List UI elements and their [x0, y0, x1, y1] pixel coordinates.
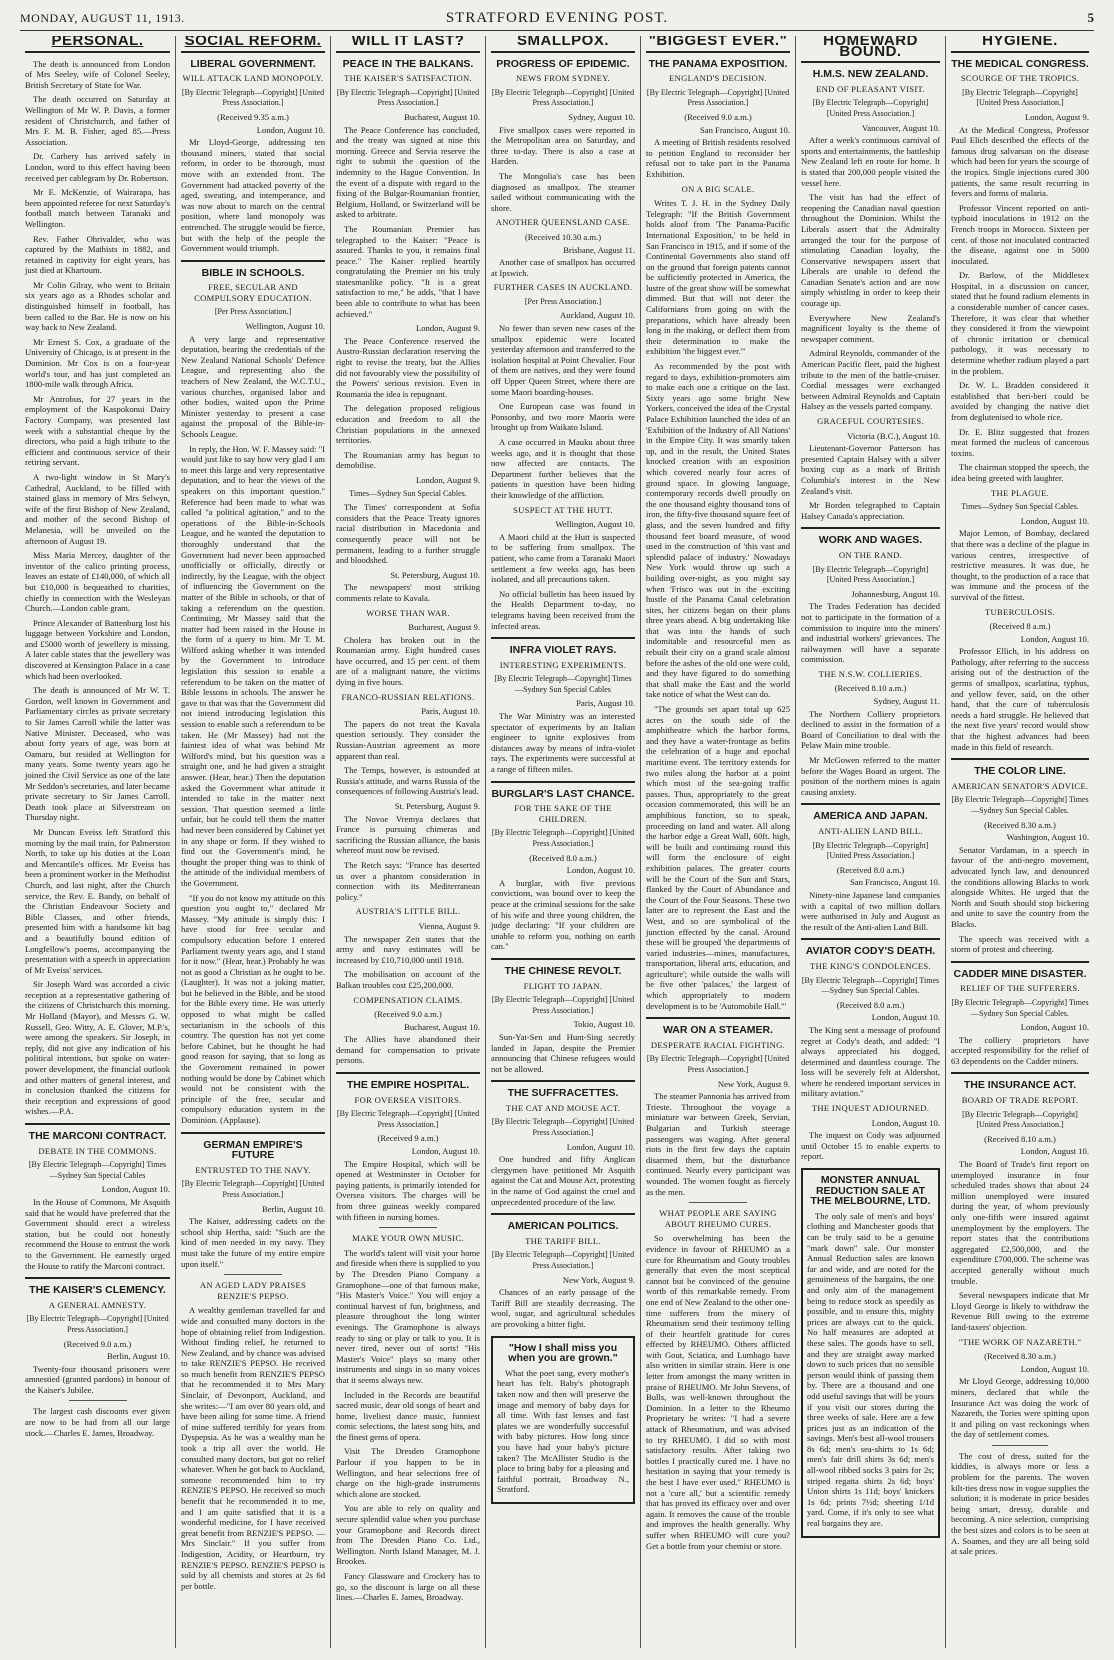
paragraph: Another case of smallpox has occurred at Ipswich. — [491, 257, 635, 278]
dateline: Tokio, August 10. — [573, 1019, 635, 1030]
dateline: London, August 10. — [1020, 633, 1089, 644]
received-time: (Received 9 a.m.) — [377, 1133, 439, 1144]
article-subheading: THE KAISER'S SATISFACTION. — [344, 73, 472, 84]
dateline: London, August 10. — [101, 1184, 170, 1195]
article-headline: THE EMPIRE HOSPITAL. — [336, 1072, 480, 1091]
article-subheading: FURTHER CASES IN AUCKLAND. — [493, 282, 633, 293]
dateline: Victoria (B.C.), August 10. — [847, 430, 940, 441]
article-headline: THE INSURANCE ACT. — [951, 1072, 1089, 1091]
paragraph: In reply, the Hon. W. F. Massey said: "I would just like to say how very glad I am to meet this large and very representative deputation, and to hear the views of the speakers on this important question." Reference had been made to what was called "a political agitation," and to the operations of the Bible-in-Schools League, and he wanted the deputation to thoroughly understand that the Government had never been approached unofficially or officially, directly or indirectly, by the League, with the object of influencing the Government on the matter of the Bible in schools, or that of taking a referendum on the question. Continuing, Mr Massey said that the matter had been raised in the House in the form of a query to him. Mr T. M. Wilford asking whether it was intended by the Government to introduce legislation this session to enable a referendum to be taken on the matter of Bible lessons in schools. The answer he gave to that was that the Government did not intend introducing legislation this session to enable such a referendum to be taken. He (Mr Massey) had not the faintest idea of what was behind Mr Wilford's mind, but his question was a straight one, and he had given a straight answer. (Hear, hear.) Then the deputation asked the Government what attitude it intended to take in the matter next session. That question seemed a little unfair, but he could tell them the matter had never been considered by Cabinet yet in any shape or form. If they wished to find out the Government's mind, he thought the proper thing was to think of the attitude of the individual members of the Government. — [181, 443, 325, 888]
article-headline: WORK AND WAGES. — [801, 527, 940, 546]
advertisement-headline: WHAT PEOPLE ARE SAYING ABOUT RHEUMO CURES. — [659, 1208, 777, 1229]
paragraph: The Times' correspondent at Sofia considers that the Peace Treaty ignores racial distribution in Macedonia and consequently peace will not be permanent, leading to a further struggle and bloodshed. — [336, 502, 480, 566]
dateline: London, August 10. — [1020, 515, 1089, 526]
issue-date: MONDAY, AUGUST 11, 1913. — [20, 11, 185, 25]
column-title: "BIGGEST EVER." — [646, 36, 790, 53]
advertisement: So overwhelming has been the evidence in favour of RHEUMO as a cure for Rheumatism and Gouty troubles generally that even the most sceptical cannot but be convinced of the genuine worth of this remarkable remedy. From one end of New Zealand to the other one-time sufferers from the misery of Rheumatism send their testimony telling of their heartfelt gratitude for cures effected by RHEUMO. Others afflicted with Gout, Sciatica, and Lumbago have also written in similar strain. Here is one letter from amongst the many written in praise of RHEUMO. Mr John Stevens, of Bulls, was well-known throughout the Dominion. In a letter to the Rheumo Proprietary he writes: "I had a severe attack of Rheumatism, and was advised to try RHEUMO. I did so with most satisfactory results. After taking two bottles I practically cured me. I have no hesitation in saying that your remedy is the best I have ever used." RHEUMO is not a 'cure all,' but a scientific remedy that has proved its efficacy over and over again. It removes the cause of the trouble and improves the health generally. Why suffer when RHEUMO will cure you? Get a bottle from your chemist or store. — [646, 1233, 790, 1551]
article-subheading: FREE, SECULAR AND COMPULSORY EDUCATION. — [194, 282, 312, 303]
wire-credit: [By Electric Telegraph—Copyright] [United Press Association.] — [491, 1250, 635, 1270]
wire-credit: [By Electric Telegraph—Copyright] [United Press Association.] — [181, 87, 325, 108]
paragraph: The Trades Federation has decided not to participate in the formation of a commission to inquire into the miners' and industrial workers' grievances. The railwaymen will have a separate commission. — [801, 601, 940, 665]
paragraph: Dr. W. L. Bradden considered it established that beri-beri could be avoided by changing the native diet from deglutenised to whole rice. — [951, 380, 1089, 422]
received-time: (Received 8.0 a.m.) — [836, 999, 905, 1010]
article-headline: AMERICAN POLITICS. — [491, 1213, 635, 1232]
article-headline: THE CHINESE REVOLT. — [491, 958, 635, 977]
paragraph: One European case was found in Ponsonby, and two more Maoris were brought up from Waikato Island. — [491, 401, 635, 433]
paragraph: Twenty-four thousand prisoners were amnestied (granted pardons) in honour of the Kaiser's Jubilee. — [25, 1363, 170, 1395]
column-will-it-last — [330, 36, 485, 1648]
dateline: Berlin, August 10. — [261, 1203, 325, 1214]
paragraph: Dr. E. Blitz suggested that frozen meat formed the nucleus of cancerous toxins. — [951, 426, 1089, 458]
wire-credit: [By Electric Telegraph—Copyright] [United Press Association.] — [812, 98, 929, 118]
article-headline: BIBLE IN SCHOOLS. — [181, 260, 325, 279]
dateline: Wellington, August 10. — [245, 321, 325, 332]
paragraph: The Peace Conference reserved the Austro-Russian declaration reserving the right to revise the treaty, but the Allies did not favourably view the possibility of the Powers' serious revision. Even in Roumania the idea is repugnant. — [336, 335, 480, 399]
paragraph: The Mongolia's case has been diagnosed as smallpox. The steamer sailed without communicating with the shore. — [491, 170, 635, 213]
article-headline: AMERICA AND JAPAN. — [801, 803, 940, 822]
paragraph: The papers do not treat the Kavala question seriously. They consider the Russian-Austrian agreement as more apparent than real. — [336, 718, 480, 761]
advertisement: The only sale of men's and boys' clothing and Manchester goods that can be truly said to be a genuine "mark down" sale. Our monster Annual Reduction sales are known far and wide, and are noted for the genuineness of the bargains, the one and only aim of the management being to reduce stock as speedily as possible, and to ensure this, mighty prices are always cut to the quick. No half measures are adopted at these sales. The goods have to sell, and they are straight away marked down to such prices that no sensible person would think of passing them by. There are a thousand and one odd useful savings that will be yours if you visit our stores during the three weeks of sale. Here are a few prices just as an indication of the savings. Men's best all-wool trousers 8s 6d; men's sea-shirts to 1s 6d; men's fair drill shirts 3s 6d; men's all-wool ribbed socks 3 pairs for 2s; striped regatta shirts 2s 6d; boys' Union shirts 1s 11d; boys' knickers 1s 6d; prints 7½d; sheeting 1/1d yard. Come, if it's only to see what real bargains they are. — [807, 1210, 934, 1529]
article-subheading: FOR THE SAKE OF THE CHILDREN. — [514, 803, 612, 824]
paragraph: Rev. Father Ohrivalder, who was captured by the Mathists in 1882, and retained in captivity for eight years, has just died at Khartoum. — [25, 233, 170, 276]
dateline: Vancouver, August 10. — [862, 122, 940, 133]
paragraph: "If you do not know my attitude on this question you ought to," declared Mr Massey. "My attitude is simply this: I have stood for free secular and compulsory education before I entered Parliament twenty years ago, and I stand for it now." (Hear, hear.) Probably he was not as good a Christian as he ought to be. (Laughter). It was not a joking matter, but he believed in the Bible, and he stood for the Bible every time. He was utterly opposed to what might be called sectarianism in the schools of this country. The question has not yet come before Cabinet, but he thought he had good reason for saying, that so long as the Government remained in power nothing would be done by Cabinet which would not be consistent with the principle of the free, secular and compulsory education system in the Dominion. (Applause). — [181, 892, 325, 1125]
article-subheading: RELIEF OF THE SUFFERERS. — [960, 983, 1080, 994]
received-time: (Received 8.10 a.m.) — [984, 1133, 1056, 1144]
paragraph: One hundred and fifty Anglican clergymen have petitioned Mr Asquith against the Cat and Mouse Act, protesting in the name of God against the cruel and unprecedented procedure of the law. — [491, 1154, 635, 1207]
paragraph: Senator Vardaman, in a speech in favour of the anti-negro movement, advocated lynch law, and denounced the conditions allowing Blacks to work alongside Whites. He urged that the North and South should stop bickering and unite to save the country from the Blacks. — [951, 844, 1089, 929]
advertisement: The world's talent will visit your home and fireside when there is supplied to you by The Dresden Piano Company a Gramophone—one of that famous make, "His Master's Voice." You will enjoy a continual harvest of fun, brightness, and pleasure throughout the long winter evenings. The Gramophone is always ready to sing or play or talk to you. It is never tired, never out of sorts! "His Master's Voice" plays so many other instruments and sings in so many voices that it seems always new. — [336, 1247, 480, 1385]
article-subheading: ANOTHER QUEENSLAND CASE. — [495, 217, 631, 228]
column-title: HYGIENE. — [951, 36, 1089, 53]
dateline: Sydney, August 10. — [568, 111, 635, 122]
dateline: Brisbane, August 11. — [563, 244, 635, 255]
article-subheading: DEBATE IN THE COMMONS. — [38, 1145, 157, 1156]
paragraph: No fewer than seven new cases of the smallpox epidemic were located yesterday afternoon and transferred to the isolation hospital at Point Chevalier. Four of them are natives, and they were found off Upper Queen Street, where there are some Maori boarding-houses. — [491, 323, 635, 397]
article-headline: THE PANAMA EXPOSITION. — [648, 57, 788, 70]
wire-credit: [By Electric Telegraph—Copyright] [United Press Association.] — [646, 1054, 790, 1075]
dateline: London, August 9. — [416, 323, 480, 334]
article-headline: WAR ON A STEAMER. — [646, 1017, 790, 1036]
paragraph: Prince Alexander of Battenburg lost his luggage between Yorkshire and London, and £5000 worth of jewellery is missing. A later cable states that the jewellery was discovered at Kensington Palace in a case which had been overlooked. — [25, 617, 170, 681]
column-social-reform — [175, 36, 330, 1648]
paragraph: Everywhere New Zealand's magnificent loyalty is the theme of newspaper comment. — [801, 312, 940, 344]
advertisement: Visit The Dresden Gramophone Parlour if you happen to be in Wellington, and hear selections free of charge on the high-grade instruments which alone are stocked. — [336, 1446, 480, 1499]
advertisement: The cost of dress, suited for the kiddies, is always more or less a problem for the parents. The woven kilt-ties dress now in vogue supplies the solution; it is moderate in price besides being smart, dressy, durable and becoming. A nice selection, comprising the best sizes and colors is to be seen at A. Soames, and they are all being sold at sale prices. — [951, 1450, 1089, 1557]
dateline: New York, August 9. — [562, 1274, 635, 1285]
dateline: London, August 10. — [1020, 1363, 1089, 1374]
wire-credit: [By Electric Telegraph—Copyright] Times—Sydney Sun Special Cables. — [951, 795, 1089, 815]
article-headline: BURGLAR'S LAST CHANCE. — [491, 781, 635, 800]
dateline: St. Petersburg, August 10. — [390, 569, 480, 580]
paragraph: Mr McGowen referred to the matter before the Wages Board as urgent. The position of the northern mines is again causing anxiety. — [801, 755, 940, 797]
paragraph: The Northern Colliery proprietors declined to assist in the formation of a Board of Conciliation to deal with the Pelaw Main mine trouble. — [801, 708, 940, 751]
advertisement: The largest cash discounts ever given are now to be had from all our large stock.—Charles E. James, Broadway. — [25, 1406, 170, 1438]
dateline: Paris, August 10. — [421, 706, 480, 717]
column-title: SMALLPOX. — [491, 36, 635, 53]
wire-credit: [By Electric Telegraph—Copyright] [United Press Association.] — [181, 1179, 325, 1199]
dateline: St. Petersburg, August 9. — [394, 801, 480, 811]
dateline: London, August 10. — [1020, 1022, 1089, 1033]
article-subheading: THE CAT AND MOUSE ACT. — [505, 1102, 621, 1113]
article-subheading: FOR OVERSEA VISITORS. — [354, 1094, 462, 1105]
dateline: Vienna, August 9. — [418, 920, 480, 931]
paragraph: A two-light window in St Mary's Cathedral, Auckland, to be filled with stained glass in memory of Mrs Selwyn, wife of the first Bishop of New Zealand, and mother of the second Bishop of Melanesia, will be unveiled on the afternoon of August 19. — [25, 471, 170, 546]
paragraph: The Board of Trade's first report on unemployed insurance in four scheduled trades shows that about 24 million unemployed were insured during the year, of whom previously only one-fifth were insured against unemployment by the employers. The report states that the contributions aggregated £2,500,000, and the expenditure £700,000. The scheme was accepted generally without much trouble. — [951, 1159, 1089, 1286]
paragraph: The Temps, however, is astounded at Russia's attitude, and warns Russia of the consequences of following Austria's lead. — [336, 765, 480, 797]
paragraph: Sun-Yat-Sen and Hunt-Sing secretly landed in Japan, despite the Premier announcing that Chinese refugees would not be allowed. — [491, 1031, 635, 1074]
paragraph: The steamer Pannonia has arrived from Trieste. Throughout the voyage a miniature war between Greek, Servian, Bulgarian and Turkish steerage passengers was waging. After general riots in the first few days the captain disarmed them, but the disturbance continued. Nearly every participant was wounded. The women fought as fiercely as the men. — [646, 1091, 790, 1197]
article-subheading: THE PLAGUE. — [990, 487, 1050, 498]
paragraph: A Maori child at the Hutt is suspected to be suffering from smallpox. The patient, who came from a Taranaki Maori settlement a few weeks ago, has been isolated, and all precautions taken. — [491, 531, 635, 585]
article-headline: PEACE IN THE BALKANS. — [342, 57, 474, 70]
dateline: London, August 10. — [566, 865, 635, 876]
article-headline: THE MEDICAL CONGRESS. — [951, 57, 1089, 70]
article-subheading: SUSPECT AT THE HUTT. — [513, 504, 613, 515]
paragraph: Lieutenant-Governor Patterson has presented Captain Halsey with a silver boxing cup as a mark of British Columbia's interest in the New Zealand's visit. — [801, 443, 940, 496]
paragraph: The delegation proposed religious education and freedom to all the Christian populations in the annexed territories. — [336, 403, 480, 446]
dateline: Bucharest, August 10. — [404, 1021, 480, 1032]
wire-credit: [By Electric Telegraph—Copyright] [United Press Association.] — [812, 840, 929, 861]
paragraph: At the Medical Congress, Professor Paul Elich described the effects of the famous drug salvarsan on the disease which had been for years the scourge of the tropics. Single injections cured 300 patients, the same result recurring in fevers and forms of malaria. — [951, 124, 1089, 199]
paragraph: The death is announced from London of Mrs Seeley, wife of Colonel Seeley, British Secretary of State for War. — [25, 58, 170, 90]
paragraph: Mr Antrobus, for 27 years in the employment of the Kaspokonui Dairy Factory Company, was presented last week with a substantial cheque by the directors, who paid a high tribute to the efficient and continuous service of their retiring servant. — [25, 393, 170, 468]
wire-credit: [By Electric Telegraph—Copyright] [United Press Association.] — [336, 87, 480, 108]
column-personal — [20, 36, 175, 1648]
paragraph: The newspapers' most striking comments relate to Kavala. — [336, 582, 480, 603]
paragraph: The colliery proprietors have accepted responsibility for the relief of 63 dependents on the Cadder miners. — [951, 1034, 1089, 1066]
divider — [689, 1202, 747, 1203]
divider — [379, 1227, 437, 1228]
article-subheading: GRACEFUL COURTESIES. — [817, 416, 924, 426]
paragraph: No official bulletin has been issued by the Health Department to-day, no telegrams having been received from the infected areas. — [491, 588, 635, 631]
paragraph: The King sent a message of profound regret at Cody's death, and added: "I always appreciated his dogged, determined and dauntless courage. The loss will be severely felt at Aldershot, where he rendered important services in military aviation." — [801, 1024, 940, 1099]
wire-credit: [By Electric Telegraph—Copyright] Times—Sydney Sun Special Cables — [28, 1160, 167, 1180]
paragraph: Mr E. McKenzie, of Wairarapa, has been appointed referee for next Saturday's football match between Taranaki and Wellington. — [25, 187, 170, 229]
dateline: San Francisco, August 10. — [850, 877, 940, 888]
wire-credit: [By Electric Telegraph—Copyright] [United Press Association.] — [491, 995, 635, 1015]
paragraph: The Allies have abandoned their demand for compensation to private persons. — [336, 1034, 480, 1066]
article-headline: THE SUFFRACETTES. — [491, 1080, 635, 1099]
wire-credit: [By Electric Telegraph—Copyright] Times—Sydney Sun Special Cables. — [801, 975, 940, 996]
dateline: London, August 10. — [411, 1146, 480, 1157]
article-subheading: FRANCO-RUSSIAN RELATIONS. — [341, 691, 475, 702]
dateline: San Francisco, August 10. — [700, 124, 790, 135]
dateline: London, August 9. — [416, 474, 480, 485]
paragraph: The visit has had the effect of reopening the Canadian naval question throughout the Dominion. Whilst the Liberals assert that the Admiralty arranged the tour for the purpose of stimulating Canadian loyalty, the Conservative newspapers assert that Liberals are unable to defend the Canadian Senate's action and are now simply whistling in order to keep their courage up. — [801, 192, 940, 309]
dateline: Washington, August 10. — [1006, 832, 1089, 843]
column-title: HOMEWARD BOUND. — [801, 36, 940, 63]
divider — [992, 1445, 1047, 1446]
dateline: Sydney, August 11. — [873, 696, 940, 707]
paragraph: The death occurred on Saturday at Wellington of Mr W. P. Davis, a former resident of Christchurch, and father of Mrs F. M. B. Fisher, aged 85.—Press Association. — [25, 94, 170, 147]
advertisement: A wealthy gentleman travelled far and wide and consulted many doctors in the hope of obtaining relief from Indigestion. Without finding relief, he returned to New Zealand, and by chance was advised to take RENZIE'S PEPSO. He received so much benefit from RENZIE'S PEPSO that he recommended it to Mrs Mary Sinclair, of Devonport, Auckland, and she writes:—"I am over 80 years old, and have been ailing for some time. A friend of mine suffered terribly for years from Dyspepsia. As he was a wealthy man he took a trip all over the world. He consulted many doctors, but got no relief whatever. When he got back to Auckland, someone recommended him to try RENZIE'S PEPSO. He received so much benefit that he recommended it to me, and I am quite satisfied that it is a wonderful medicine, for I have received great benefit from RENZIE'S PEPSO. —Mrs Sinclair." If you suffer from Indigestion, Acidity, or Heartburn, try RENZIE'S PEPSO. RENZIE'S PEPSO is sold by all chemists and stores at 2s 6d per bottle. — [181, 1305, 325, 1591]
paragraph: A case occurred in Mauku about three weeks ago, and it is thought that those now affected are contacts. The Department further believes that the patients in question have been hiding their knowledge of the affliction. — [491, 437, 635, 500]
column-title: SOCIAL REFORM. — [181, 36, 325, 53]
advertisement-headline: AN AGED LADY PRAISES RENZIE'S PEPSO. — [199, 1280, 307, 1301]
article-headline: THE KAISER'S CLEMENCY. — [25, 1277, 170, 1296]
article-subheading: COMPENSATION CLAIMS. — [353, 994, 463, 1005]
article-subheading: THE INQUEST ADJOURNED. — [811, 1103, 930, 1114]
paragraph: The Novoe Vremya declares that France is pursuing chimeras and sacrificing the Russian alliance, the basis whereof must now be revised. — [336, 813, 480, 856]
received-time: (Received 9.0 a.m.) — [63, 1338, 132, 1349]
received-time: (Received 8.0 a.m.) — [529, 852, 597, 863]
wire-credit: [By Electric Telegraph—Copyright] [United Press Association.] — [491, 87, 635, 108]
paragraph: Ninety-nine Japanese land companies with a capital of two million dollars were authorised in July and August as the result of the Anti-alien Land Bill. — [801, 889, 940, 932]
dateline: Berlin, August 10. — [106, 1351, 170, 1362]
received-time: (Received 10.30 a.m.) — [524, 231, 602, 242]
paragraph: Dr. Carbery has arrived safely in London, word to this effect having been received per cablegram by Dr. Robertson. — [25, 151, 170, 183]
article-subheading: THE KING'S CONDOLENCES. — [810, 960, 931, 971]
received-time: (Received 8.10 a.m.) — [834, 683, 907, 694]
paragraph: The Roumanian Premier has telegraphed to the Kaiser: "Peace is assured. Thanks to you, it remains final peace." The Kaiser replied heartily congratulating the Premier on his truly statesmanlike policy. "It is a great satisfaction to me," he adds, "that I have been able to contribute to what has been achieved." — [336, 223, 480, 319]
paragraph: Major Lemon, of Bombay, declared that there was a decline of the plague in various centres, irrespective of restrictive measures. It was due, he thought, to the production of a race that was immune and the process of the survival of the fittest. — [951, 528, 1089, 602]
paragraph: The Roumanian army has begun to demobilise. — [336, 449, 480, 471]
advertisement-box — [801, 1168, 940, 1538]
article-subheading: DESPERATE RACIAL FIGHTING. — [650, 1039, 786, 1050]
wire-credit: [By Electric Telegraph—Copyright] [United Press Association.] — [491, 828, 635, 848]
paragraph: Mr Duncan Eveiss left Stratford this morning by the mail train, for Palmerston North, to take up his duties at the Loan and Mercantile's offices. Mr Eveiss has been a prominent worker in the Methodist Church, and last night, after the Church service, the Rev. E. Bandy, on behalf of the Christian Endeavour Society and Bible Classes, and other friends, presented him with a handsome kit bag and a beautifully bound edition of Longfellow's poems, accompanying the presentation with a speech in appreciation of Mr Eveiss' services. — [25, 826, 170, 975]
article-headline: GERMAN EMPIRE'S FUTURE — [181, 1132, 325, 1161]
column-title: WILL IT LAST? — [336, 36, 480, 53]
paragraph: A very large and representative deputation, bearing the credentials of the New Zealand National Schools' Defence League, and representing also the teachers of New Zealand, the W.C.T.U., various churches, organised labor and other bodies, waited upon the Prime Minister yesterday to present a case against the proposal of the Bible-in-Schools League. — [181, 333, 325, 439]
article-headline: LIBERAL GOVERNMENT. — [190, 57, 316, 70]
article-subheading: AUSTRIA'S LITTLE BILL. — [355, 906, 461, 917]
received-time: (Received 9.0 a.m.) — [374, 1009, 442, 1020]
paragraph: Cholera has broken out in the Roumanian army. Eight hundred cases have occurred, and 15 per cent. of them are of a malignant nature, the victims dying in five hours. — [336, 634, 480, 688]
dateline: New York, August 9. — [717, 1078, 790, 1089]
paragraph: "The grounds set apart total up 625 acres on the south side of the amphitheatre which the harbor forms, and they have a water-frontage as befits the celebration of a huge and epochal maritime event. The territory extends for two miles along the harbor at a point which most of the sea-going traffic passes. Thus, appropriately to the great occasion commemorated, this will be an amphibious function, so to speak, proceeding on land and water. All along the harbor edge a Great Wall, 60ft. high, will be built and continuing round this will form the enclosure of eight exhibition palaces. The greater courts will be the Court of the Sun and Stars, flanked by the Court of Abundance and the Court of the Four Seasons. These two latter are to represent the East and the West, and so are symbolical of the junction effected by the canal. Around these will be grouped 'the departments of varied industries—mines, manufactures, transportation, liberal arts, education, and agriculture'; while outside the walls will be five other 'palaces,' the largest of which appropriately to modern development is to be 'Automobile Hall.'" — [646, 704, 790, 1011]
advertisement: Fancy Glassware and Crockery has to go, so the discount is large on all these lines.—Charles E. James, Broadway. — [336, 1571, 480, 1603]
column-smallpox — [485, 36, 640, 1648]
article-headline: AVIATOR CODY'S DEATH. — [801, 938, 940, 957]
paragraph: The inquest on Cody was adjourned until October 15 to enable experts to report. — [801, 1130, 940, 1162]
received-time: (Received 8 a.m.) — [989, 621, 1051, 632]
article-subheading: A GENERAL AMNESTY. — [48, 1299, 147, 1310]
advertisement: What the poet sang, every mother's heart has felt. Baby's photograph taken now and then will preserve the image and memory of baby days for all time. With fast lenses and fast plates we are wonderfully successful with baby pictures. How long since you have had your baby's picture taken? The McAllister Studio is the place to bring baby for a pleasing and faithful portrait, Broadway N., Stratford. — [497, 1367, 629, 1495]
wire-credit: [By Electric Telegraph—Copyright] [United Press Association.] — [336, 1109, 480, 1129]
paragraph: Dr. Barlow, of the Middlesex Hospital, in a discussion on cancer, stated that he found radium elements in a considerable number of cancer cases. Therefore, it was clear that whether they considered it from the viewpoint of chronic irritation or chemical pathology, it was necessary to determine whether radium played a part in the problem. — [951, 270, 1089, 376]
paragraph: The Empire Hospital, which will be opened at Westminster in October for paying patients, is primarily intended for Oversea visitors. The charges will be from three guineas weekly compared with fifteen in nursing homes. — [336, 1158, 480, 1222]
paragraph: The Retch says: "France has deserted us over a phantom consideration in connection with its Mediterranean policy." — [336, 859, 480, 902]
dateline: London, August 10. — [871, 1117, 940, 1128]
paragraph: The newspaper Zeit states that the army and navy estimates will be increased by £10,710,000 until 1918. — [336, 933, 480, 965]
advertisement: You are able to rely on quality and secure splendid value when you purchase your Gramophone and Records direct from The Dresden Piano Co. Ltd., Wellington. North Island Manager, M. J. Brookes. — [336, 1503, 480, 1567]
wire-credit: [By Electric Telegraph—Copyright] [United Press Association.] — [26, 1314, 169, 1334]
paragraph: In the House of Commons, Mr Asquith said that he would have preferred that the Government should erect a wireless station, but he could not honestly recommend the House to entrust the work to the Government. He earnestly urged the House to ratify the Marconi contract. — [25, 1196, 170, 1271]
received-time: (Received 8.30 a.m.) — [984, 1351, 1056, 1362]
paragraph: Sir Joseph Ward was accorded a civic reception at a representative gathering of the citizens of Christchurch this morning. Mr Holland (Mayor), and Messrs G. W. Russell, Geo. Witty, A. E. Glover, M.P.'s, were among the speakers. Sir Joseph, in reply, did not give any indication of his political intentions, but spoke on water-power development, the financial outlook and other matters of general interest, and in conclusion thanked the citizens for their reception and expressions of good wishes.—P.A. — [25, 979, 170, 1117]
paragraph: Five smallpox cases were reported in the Metropolitan area on Saturday, and three to-day. There is also a case at Harden. — [491, 124, 635, 167]
article-subheading: ON THE RAND. — [838, 549, 903, 560]
article-headline: THE COLOR LINE. — [951, 758, 1089, 777]
paragraph: Mr Colin Gilray, who went to Britain six years ago as a Rhodes scholar and distinguished himself in football, has been called to the Bar. He is now on his way back to New Zealand. — [25, 279, 170, 333]
divider — [224, 1274, 282, 1275]
received-time: (Received 8.0 a.m.) — [836, 864, 905, 875]
article-subheading: THE TARIFF BILL. — [525, 1235, 601, 1246]
wire-credit: Times—Sydney Sun Special Cables. — [349, 488, 467, 498]
paragraph: Mr Lloyd George, addressing 10,000 miners, declared that while the Insurance Act was doing the work of Nazareth, the Tories were spitting upon it and piling on vast reckonings when the day of settlement comes. — [951, 1376, 1089, 1440]
article-subheading: WILL ATTACK LAND MONOPOLY. — [182, 73, 324, 84]
article-subheading: SCOURGE OF THE TROPICS. — [960, 73, 1080, 84]
paragraph: Chances of an early passage of the Tariff Bill are steadily decreasing. The wool, sugar, and agricultural schedules are provoking a bitter fight. — [491, 1287, 635, 1329]
article-subheading: ENGLAND'S DECISION. — [669, 73, 767, 84]
article-headline: THE MARCONI CONTRACT. — [25, 1123, 170, 1142]
paragraph: Admiral Reynolds, commander of the American Pacific fleet, paid the highest tribute to the men of the battle-cruiser. Cordial messages were exchanged between Admiral Reynolds and Captain Halsey as the vessels parted company. — [801, 348, 940, 412]
page-number: 5 — [1087, 10, 1094, 25]
article-headline: INFRA VIOLET RAYS. — [491, 637, 635, 656]
wire-credit: [By Electric Telegraph—Copyright] [United Press Association.] — [962, 1109, 1078, 1130]
column-title: PERSONAL. — [25, 36, 170, 53]
dateline: Auckland, August 10. — [560, 310, 635, 321]
wire-credit: [By Electric Telegraph—Copyright] [United Press Association.] — [962, 87, 1078, 108]
advertisement-headline: "How I shall miss you when you are grown." — [508, 1341, 618, 1365]
advertisement-box — [491, 1336, 635, 1504]
column-hygiene — [945, 36, 1094, 1648]
dateline: Bucharest, August 9. — [408, 622, 480, 633]
wire-credit: [By Electric Telegraph—Copyright] Times—Sydney Sun Special Cables. — [951, 997, 1089, 1018]
dateline: London, August 10. — [566, 1141, 635, 1152]
paragraph: The Kaiser, addressing cadets on the school ship Hertha, said: "Such are the kind of men needed in my navy. They must take the future of my entire empire upon itself." — [181, 1216, 325, 1269]
dateline: Bucharest, August 10. — [404, 111, 480, 122]
article-subheading: "THE WORK OF NAZARETH." — [958, 1336, 1082, 1347]
column-biggest-ever — [640, 36, 795, 1648]
paragraph: A burglar, with five previous convictions, was bound over to keep the peace at the criminal sessions for the sake of his wife and three young children, the judge declaring: "If your children are unable to reform you, nothing on earth can." — [491, 877, 635, 952]
dateline: Paris, August 10. — [576, 698, 635, 709]
article-subheading: NEWS FROM SYDNEY. — [516, 73, 610, 84]
paragraph: The chairman stopped the speech, the idea being greeted with laughter. — [951, 462, 1089, 483]
dateline: London, August 9. — [1025, 111, 1089, 122]
paragraph: As recommended by the post with regard to days, exhibition-promoters aim to make each one a critique on the last. Sixty years ago some bright New Yorkers, conceived the idea of the Crystal Palace Exhibition launched the idea of an 'Exhibition of the Industry of All Nations' in the Empire City. It was smartly taken up, and in the result, the United States knocked creation with an exposition which covered nearly four acres of ground space. In glowing language, contemporary records dwell proudly on the one thousand eighty thousand tons of iron, the fifty-five thousand square feet of glass, and the seven hundred and fifty thousand feet board measure, of wood used in the construction of 'this vast and splendid palace of industry.' Nowadays New York would throw up such a building over-night, as you might say when 'Frisco was out in the exciting hustle of the Panama Canal celebration sites, her citizens began on their plans three years ahead. A big undertaking like that was into the hands of such indomitable and resourceful men as rebuilt their city on a grand scale almost before the ashes of the old one were cold, and they have figured to do something that shall make the East and the world take notice of what the West can do. — [646, 361, 790, 700]
article-subheading: ANTI-ALIEN LAND BILL. — [818, 826, 923, 836]
paragraph: The speech was received with a storm of protest and cheering. — [951, 933, 1089, 955]
article-subheading: FLIGHT TO JAPAN. — [523, 980, 603, 991]
masthead — [20, 8, 1094, 31]
received-time: (Received 9.35 a.m.) — [217, 111, 289, 122]
article-subheading: AMERICAN SENATOR'S ADVICE. — [951, 780, 1089, 791]
paragraph: After a week's continuous carnival of sports and entertainments, the battleship New Zealand left en route for home. It is stated that 200,000 people visited the vessel here. — [801, 135, 940, 188]
article-subheading: WORSE THAN WAR. — [366, 607, 450, 618]
article-headline: CADDER MINE DISASTER. — [951, 961, 1089, 980]
dateline: Wellington, August 10. — [555, 519, 635, 530]
column-homeward-bound — [795, 36, 945, 1648]
article-subheading: THE N.S.W. COLLIERIES. — [818, 668, 923, 679]
dateline: London, August 10. — [1020, 1146, 1089, 1157]
paragraph: Mr Borden telegraphed to Captain Halsey Canada's appreciation. — [801, 500, 940, 521]
wire-credit: [By Electric Telegraph—Copyright] [United Press Association.] — [491, 1117, 635, 1138]
article-subheading: INTERESTING EXPERIMENTS. — [499, 659, 627, 670]
article-subheading: ENTRUSTED TO THE NAVY. — [195, 1164, 311, 1175]
paragraph: The death is announced of Mr W. T. Gordon, well known in Government and Parliamentary circles as private secretary to Sir James Carroll while the latter was Native Minister. Deceased, who was about forty years of age, was born at Oamaru, but resided at Wellington for many years. Some twenty years ago he joined the Civil Service as one of the late Mr Seddon's secretaries, and later became private secretary to Sir James Carroll. Death took place at Silverstream on Thursday night. — [25, 685, 170, 823]
article-headline: PROGRESS OF EPIDEMIC. — [496, 57, 630, 70]
advertisement-headline: MONSTER ANNUAL REDUCTION SALE AT THE MELBOURNE, LTD. — [810, 1174, 931, 1208]
paragraph: Several newspapers indicate that Mr Lloyd George is likely to withdraw the Revenue Bill owing to the extreme land-taxers' objection. — [951, 1290, 1089, 1332]
wire-credit: Times—Sydney Sun Special Cables. — [961, 502, 1079, 512]
divider — [69, 1400, 127, 1401]
article-subheading: BOARD OF TRADE REPORT. — [961, 1095, 1079, 1106]
paragraph: Professor Vincent reported on anti-typhoid inoculations in 1912 on the French troops in Morocco. Sixteen per cent. of those not inoculated contracted the disease, against one in 5000 inoculated. — [951, 202, 1089, 266]
received-time: (Received 9.0 a.m.) — [684, 111, 752, 122]
article-subheading: TUBERCULOSIS. — [984, 606, 1056, 617]
article-headline: H.M.S. NEW ZEALAND. — [812, 68, 929, 81]
paragraph: Professor Ellich, in his address on Pathology, after referring to the success arising out of the destruction of the germs of smallpox, scarlatina, typhus, and yellow fever, said, on the other hand, that the cure of tuberculosis needs a hard struggle. He believed that the next five years' record would show that the highest advances had been made in this field of research. — [951, 646, 1089, 752]
dateline: London, August 10. — [256, 124, 325, 135]
article-subheading: ON A BIG SCALE. — [681, 183, 755, 194]
article-subheading: END OF PLEASANT VISIT. — [816, 83, 925, 94]
paragraph: A meeting of British residents resolved to petition England to reconsider her refusal not to take part in the Panama Exhibition. — [646, 137, 790, 179]
dateline: London, August 10. — [871, 1012, 940, 1023]
wire-credit: [Per Press Association.] — [524, 296, 602, 306]
newspaper-title: STRATFORD EVENING POST. — [445, 10, 669, 26]
paragraph: The mobilisation on account of the Balkan troubles cost £25,200,000. — [336, 969, 480, 990]
received-time: (Received 8.30 a.m.) — [984, 819, 1056, 830]
wire-credit: [By Electric Telegraph—Copyright] [United Press Association.] — [812, 564, 929, 585]
advertisement-headline: MAKE YOUR OWN MUSIC. — [352, 1233, 464, 1244]
paragraph: Mr Lloyd-George, addressing ten thousand miners, stated that social reform, in order to be thorough, must move with an extended front. The Government had attacked poverty of the aged, sweating, and intemperance, and was now about to march on the central position, where land monopoly was entrenched. The struggle would be fierce, but with the help of the people the Government would triumph. — [181, 137, 325, 254]
paragraph: Mr Ernest S. Cox, a graduate of the University of Chicago, is at present in the Dominion. Mr Cox is on a four-year world's tour, and has just completed an 1800-mile walk through Africa. — [25, 336, 170, 390]
paragraph: Miss Maria Mercey, daughter of the inventor of the calico printing process, leaves an estate of £140,000, of which all but £10,000 is bequeathed to charities, chiefly in connection with the Wesleyan Church.—London cable gram. — [25, 550, 170, 614]
paragraph: The Peace Conference has concluded, and the treaty was signed at nine this morning. Greece and Servia reserve the right to submit the question of the indemnity to the Hague Convention. In the event of a dispute with regard to the fixing of the Bulgar-Roumanian frontier, Belgium, Holland, or Switzerland will be asked to arbitrate. — [336, 124, 480, 220]
wire-credit: [By Electric Telegraph—Copyright] Times—Sydney Sun Special Cables — [494, 674, 632, 694]
paragraph: The War Ministry was an interested spectator of experiments by an Italian engineer to ignite explosives from distances away by means of infra-violet rays. The experiments were successful at a range of fifteen miles. — [491, 711, 635, 775]
wire-credit: [By Electric Telegraph—Copyright] [United Press Association.] — [646, 87, 790, 108]
paragraph: Writes T. J. H. in the Sydney Daily Telegraph: "If the British Government holds aloof from 'The Panama-Pacific International Exposition,' to be held in San Francisco in 1915, and if some of the Continental Governments also stand off on the ground that foreign patents cannot be sufficiently protected in America, the lustre of the great show will be somewhat dimmed. But that will not deter the Californians from going on with the preparations, which have already been long in the making, or deflect them from their determination to make the exhibition 'the biggest ever.'" — [646, 198, 790, 357]
dateline: Johannesburg, August 10. — [851, 588, 940, 599]
advertisement: Included in the Records are beautiful sacred music, dear old songs of heart and home, liveliest dance music, funniest comic selections, the latest song hits, and the finest gems of opera. — [336, 1389, 480, 1442]
wire-credit: [Per Press Association.] — [214, 307, 292, 317]
